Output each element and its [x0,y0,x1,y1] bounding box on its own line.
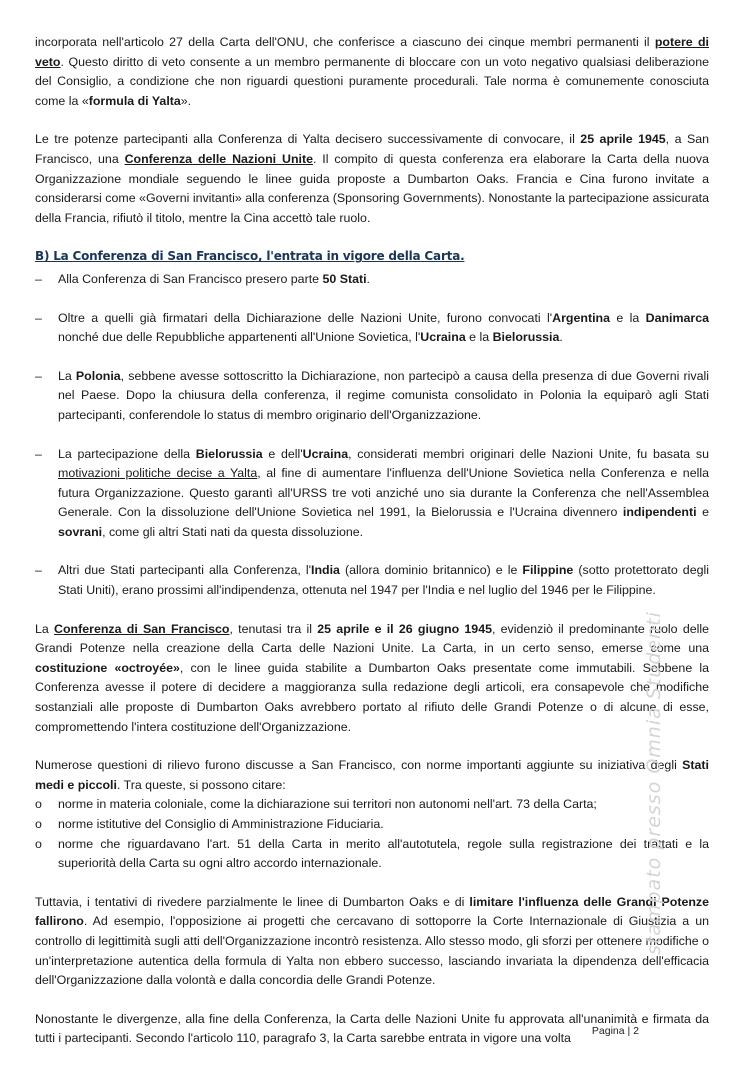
document-body [35,33,709,1068]
list-item: – La partecipazione della Bielorussia e dell'Ucraina, considerati membri originari delle Nazioni Unite, fu basata su motivazioni politiche decise a Yalta, al fine di aumentare l'influenza dell'Unione Sovietica nella Conferenza e nella futura Organizzazione. Questo garantì all'URSS tre voti anziché uno sia durante la Conferenza che nell'Assemblea Generale. Con la dissoluzione dell'Unione Sovietica nel 1991, la Bielorussia e l'Ucraina divennero indipendenti e sovrani, come gli altri Stati nati da questa dissoluzione. [35,445,709,543]
page-number: Pagina | 2 [591,1025,639,1037]
paragraph-final: Nonostante le divergenze, alla fine della Conferenza, la Carta delle Nazioni Unite fu approvata all'unanimità e firmata da tutti i partecipanti. Secondo l'articolo 110, paragrafo 3, la Carta sarebbe entrata in vigore una volta [35,1011,709,1046]
list-item: o norme che riguardavano l'art. 51 della Carta in merito all'autotutela, regole sulla registrazione dei trattati e la superiorità della Carta su ogni altro accordo internazionale. [35,835,709,874]
underlined-text: motivazioni politiche decise a Yalta [58,466,258,481]
paragraph-questions: Numerose questioni di rilievo furono discusse a San Francisco, con norme importanti aggiunte su iniziativa degli Stati medi e piccoli. Tra queste, si possono citare: [35,758,709,792]
bold-text: 25 aprile 1945 [580,132,666,147]
bold-underlined-text: Conferenza di San Francisco [54,621,230,636]
list-item: – Altri due Stati partecipanti alla Conferenza, l'India (allora dominio britannico) e le Filippine (sotto protettorato degli Stati Uniti), erano prossimi all'indipendenza, ottenuta nel 1947 per l'India e nel luglio del 1946 per le Filippine. [35,561,709,600]
list-item: o norme in materia coloniale, come la dichiarazione sui territori non autonomi nell'art. 73 della Carta; [35,795,709,815]
paragraph-yalta-convocation: Le tre potenze partecipanti alla Conferenza di Yalta decisero successivamente di convocare, il 25 aprile 1945, a San Francisco, una Conferenza delle Nazioni Unite. Il compito di questa conferenza era elaborare la Carta della nuova Organizzazione mondiale seguendo le linee guida proposte a Dumbarton Oaks. Francia e Cina furono invitate a considerarsi come «Governi invitanti» alla conferenza (Sponsoring Governments). Nonostante la partecipazione assicurata della Francia, rifiutò il titolo, mentre la Cina accettò tale ruolo. [35,132,709,225]
list-item: – La Polonia, sebbene avesse sottoscritto la Dichiarazione, non partecipò a causa della presenza di due Governi rivali nel Paese. Dopo la chiusura della conferenza, il regime comunista consolidato in Polonia la equiparò agli Stati partecipanti, conferendole lo status di membro originario dell'Organizzazione. [35,367,709,426]
circle-list [35,795,709,873]
list-item: – Oltre a quelli già firmatari della Dichiarazione delle Nazioni Unite, furono convocati l'Argentina e la Danimarca nonché due delle Repubbliche appartenenti all'Unione Sovietica, l'Ucraina e la Bielorussia. [35,309,709,348]
section-heading: B) La Conferenza di San Francisco, l'entrata in vigore della Carta. [35,249,465,264]
paragraph-veto: incorporata nell'articolo 27 della Carta dell'ONU, che conferisce a ciascuno dei cinque membri permanenti il potere di veto. Questo diritto di veto consente a un membro permanente di bloccare con un voto negativo qualsiasi deliberazione del Consiglio, a condizione che non riguardi questioni puramente procedurali. Tale norma è comunemente conosciuta come la «formula di Yalta». [35,35,709,108]
bold-underlined-text: potere di veto [35,35,709,69]
bold-text: formula di Yalta [88,93,181,108]
list-item: o norme istitutive del Consiglio di Amministrazione Fiduciaria. [35,815,709,835]
paragraph-attempts: Tuttavia, i tentativi di rivedere parzialmente le linee di Dumbarton Oaks e di limitare l'influenza delle Grandi Potenze fallirono. Ad esempio, l'opposizione ai progetti che cercavano di sottoporre la Corte Internazionale di Giustizia a un controllo di legittimità sugli atti dell'Organizzazione incontrò resistenza. Allo stesso modo, gli sforzi per ottenere modifiche o un'interpretazione autentica della formula di Yalta non ebbero successo, lasciando invariata la dipendenza dell'efficacia dell'Organizzazione dalla volontà e dalla concordia delle Grandi Potenze. [35,894,709,988]
paragraph-san-francisco: La Conferenza di San Francisco, tenutasi tra il 25 aprile e il 26 giugno 1945, evidenziò il predominante ruolo delle Grandi Potenze nella creazione della Carta delle Nazioni Unite. La Carta, in un certo senso, emerse come una costituzione «octroyée», con le linee guida stabilite a Dumbarton Oaks presentate come immutabili. Sebbene la Conferenza avesse il potere di decidere a maggioranza sulla redazione degli articoli, era consapevole che modifiche sostanziali alle proposte di Dumbarton Oaks avrebbero portato al rifiuto delle Grandi Potenze o di alcune di esse, compromettendo l'intera costituzione dell'Organizzazione. [35,621,710,734]
bold-underlined-text: Conferenza delle Nazioni Unite [124,151,313,166]
dash-list [35,270,709,601]
watermark: stampato presso Omnia Studenti [643,611,665,955]
list-item: – Alla Conferenza di San Francisco presero parte 50 Stati. [35,270,709,290]
